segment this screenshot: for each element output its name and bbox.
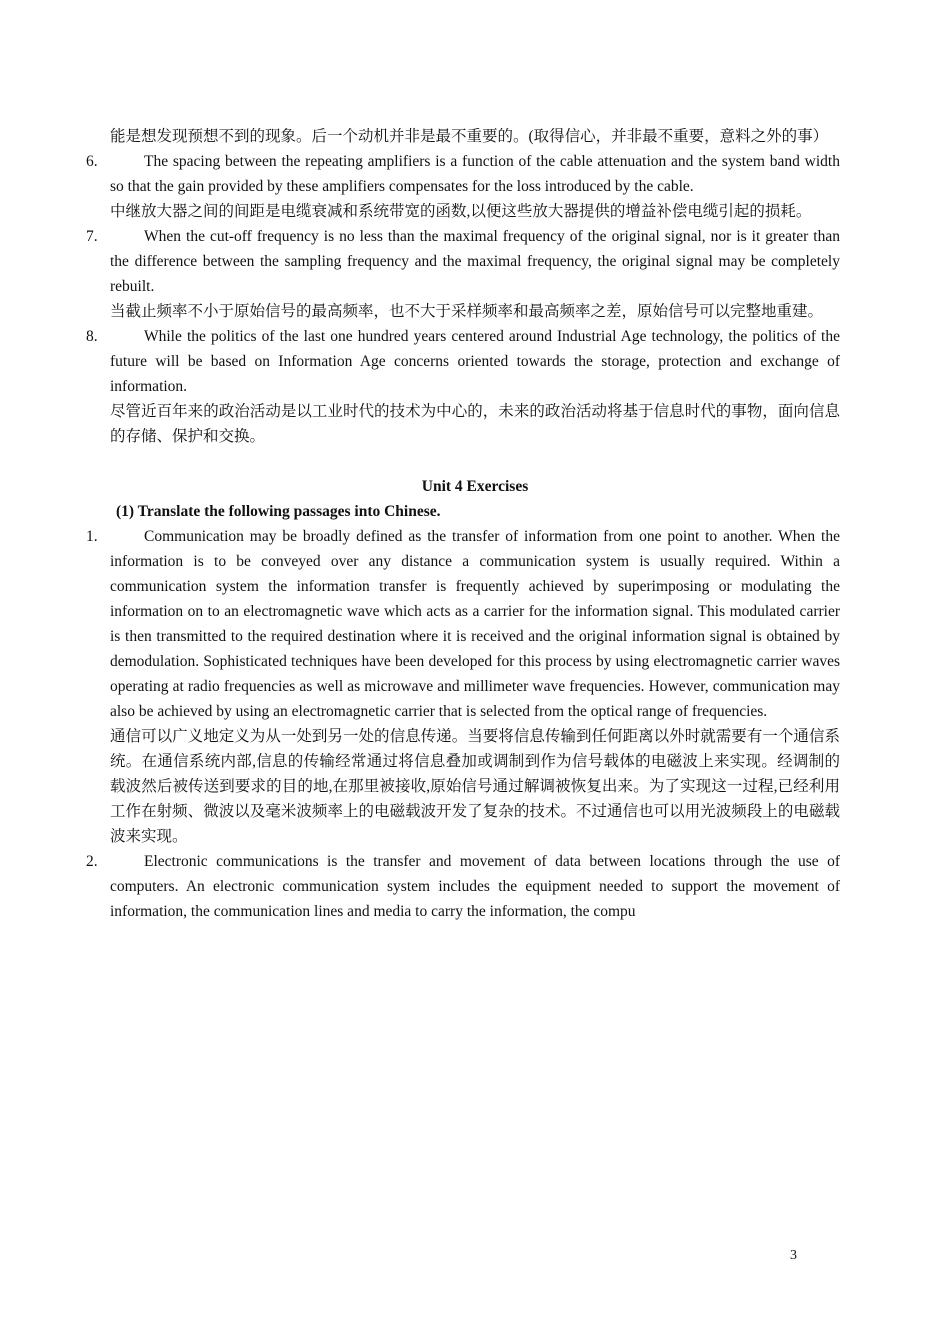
item-number: 1. [86,528,98,545]
chinese-translation: 通信可以广义地定义为从一处到另一处的信息传递。当要将信息传输到任何距离以外时就需要有一个通信系统。在通信系统内部,信息的传输经常通过将信息叠加或调制到作为信号载体的电磁波上来实现。经调制的载波然后被传送到要求的目的地,在那里被接收,原始信号通过解调被恢复出来。为了实现这一过程,已经利用工作在射频、微波以及毫米波频率上的电磁载波开发了复杂的技术。不过通信也可以用光波频段上的电磁载波来实现。 [110,728,840,845]
blank-line [110,449,840,474]
exercise-item-8 [86,324,840,449]
continuation-text: 能是想发现预想不到的现象。后一个动机并非是最不重要的。(取得信心，并非最不重要，意料之外的事） [110,128,829,145]
item-number: 8. [86,328,98,345]
chinese-translation: 尽管近百年来的政治活动是以工业时代的技术为中心的，未来的政治活动将基于信息时代的事物，面向信息的存储、保护和交换。 [110,403,840,445]
page-content [86,124,840,924]
item-number: 7. [86,228,98,245]
english-sentence: When the cut-off frequency is no less than the maximal frequency of the original signal, nor is it greater than the difference between the sampling frequency and the maximal frequency, the original signal may be completely rebuilt. [110,228,840,295]
chinese-translation: 当截止频率不小于原始信号的最高频率，也不大于采样频率和最高频率之差，原始信号可以完整地重建。 [110,303,824,320]
english-sentence: While the politics of the last one hundred years centered around Industrial Age technology, the politics of the future will be based on Information Age concerns oriented towards the storage, protection and exchange of information. [110,328,840,395]
page-number: 3 [790,1248,797,1263]
chinese-translation: 中继放大器之间的间距是电缆衰减和系统带宽的函数,以便这些放大器提供的增益补偿电缆引起的损耗。 [110,203,812,220]
passage-item-1 [86,524,840,849]
english-passage: Electronic communications is the transfer and movement of data between locations through the use of computers. An electronic communication system includes the equipment needed to support the movement of information, the communication lines and media to carry the information, the compu [110,853,840,920]
exercise-item-7 [86,224,840,324]
section-title: (1) Translate the following passages into Chinese. [116,503,441,520]
exercise-item-6 [86,149,840,224]
english-sentence: The spacing between the repeating amplifiers is a function of the cable attenuation and the system band width so that the gain provided by these amplifiers compensates for the loss introduced by the cable. [110,153,840,195]
unit-title: Unit 4 Exercises [421,478,529,495]
item-number: 2. [86,853,98,870]
english-passage: Communication may be broadly defined as the transfer of information from one point to another. When the information is to be conveyed over any distance a communication system is usually required. Within a communication system the information transfer is frequently achieved by superimposing or modulating the information on to an electromagnetic wave which acts as a carrier for the information signal. This modulated carrier is then transmitted to the required destination where it is received and the original information signal is obtained by demodulation. Sophisticated techniques have been developed for this process by using electromagnetic carrier waves operating at radio frequencies as well as microwave and millimeter wave frequencies. However, communication may also be achieved by using an electromagnetic carrier that is selected from the optical range of frequencies. [110,528,840,720]
item-number: 6. [86,153,98,170]
passage-item-2 [86,849,840,924]
